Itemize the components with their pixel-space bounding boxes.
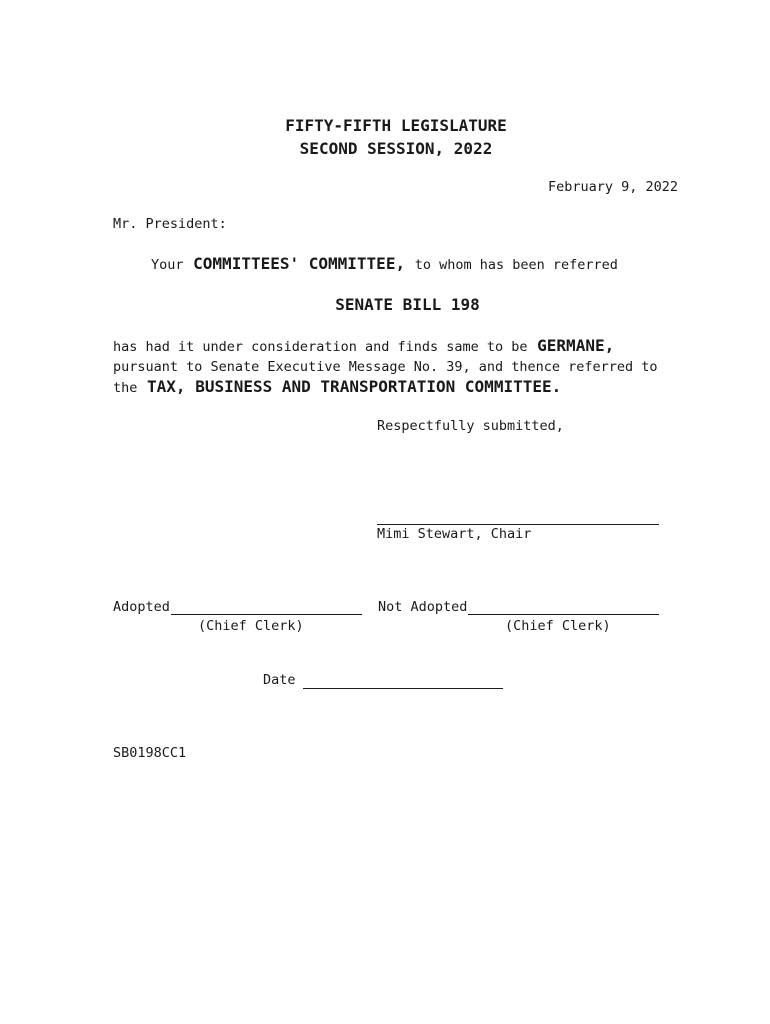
body-line-3-prefix: the	[113, 380, 138, 396]
body-line-1	[113, 336, 614, 355]
date-line	[303, 688, 503, 689]
not-adopted-line	[468, 614, 659, 615]
signatory-name: Mimi Stewart, Chair	[377, 526, 532, 542]
legislature-title: FIFTY-FIFTH LEGISLATURE	[285, 116, 507, 135]
body-line-1-text: has had it under consideration and finds same to be	[113, 339, 528, 355]
committee-name: COMMITTEES' COMMITTEE,	[193, 254, 406, 273]
body-line-2: pursuant to Senate Executive Message No. 39, and thence referred to	[113, 359, 658, 375]
intro-line	[151, 254, 618, 273]
not-adopted-label: Not Adopted	[378, 599, 468, 615]
date-label: Date	[263, 672, 296, 688]
report-date: February 9, 2022	[547, 179, 678, 195]
closing: Respectfully submitted,	[377, 418, 564, 434]
referred-committee: TAX, BUSINESS AND TRANSPORTATION COMMITTEE.	[147, 377, 562, 396]
chief-clerk-right: (Chief Clerk)	[505, 618, 611, 634]
body-line-3	[113, 377, 561, 396]
adopted-line	[171, 614, 362, 615]
intro-prefix: Your	[151, 257, 184, 273]
finding: GERMANE,	[537, 336, 615, 355]
session-title: SECOND SESSION, 2022	[299, 139, 493, 158]
salutation: Mr. President:	[113, 216, 227, 232]
adopted-label: Adopted	[113, 599, 170, 615]
bill-title: SENATE BILL 198	[335, 295, 480, 314]
intro-suffix: to whom has been referred	[414, 257, 618, 273]
signature-line	[377, 524, 659, 525]
chief-clerk-left: (Chief Clerk)	[198, 618, 304, 634]
document-code: SB0198CC1	[113, 745, 187, 761]
